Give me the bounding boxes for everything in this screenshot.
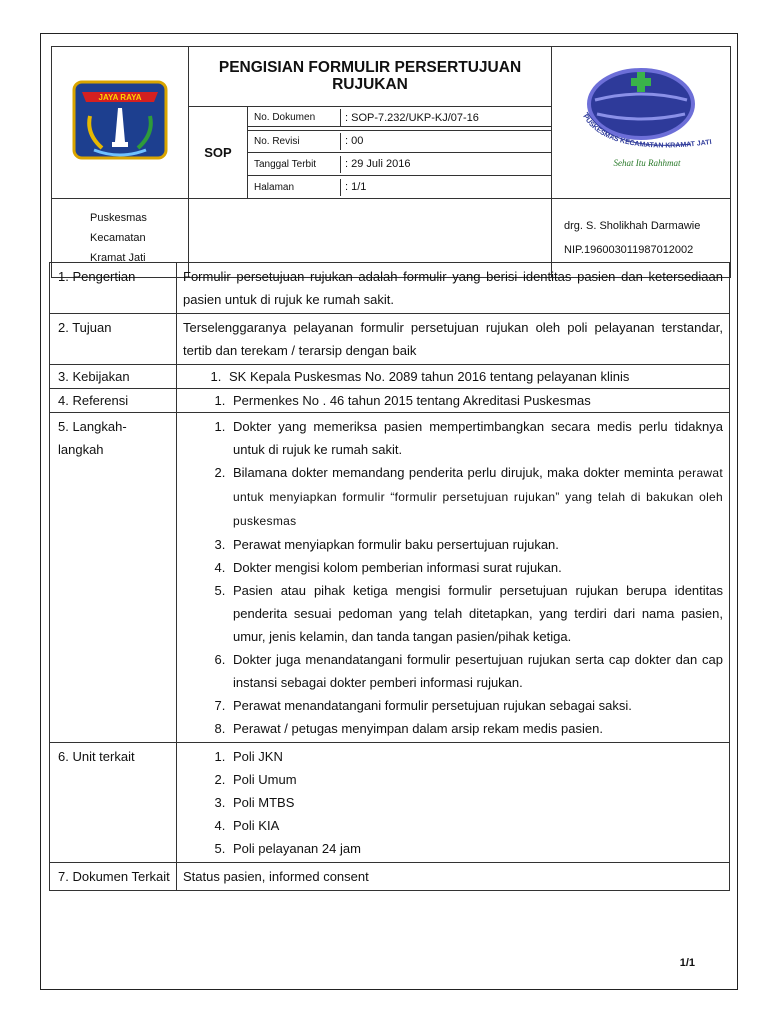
- sop-label: SOP: [189, 106, 248, 198]
- sop-content-table: [49, 262, 730, 891]
- puskesmas-globe-icon: [561, 66, 721, 174]
- list-item: 1. Poli JKN: [229, 745, 723, 768]
- page-number: 1/1: [679, 957, 695, 969]
- list-item: 2. Poli Umum: [229, 768, 723, 791]
- list-item: [229, 461, 723, 533]
- meta-label-tanggal-terbit: Tanggal Terbit: [248, 156, 341, 173]
- label-kebijakan: 3. Kebijakan: [50, 365, 177, 389]
- head-name: drg. S. Sholikhah Darmawie: [564, 220, 701, 232]
- list-item: 6. Dokter juga menandatangani formulir pesertujuan rujukan serta cap dokter dan cap instansi sebagai dokter pemberi informasi rujukan.: [229, 648, 723, 694]
- list-item: 3. Perawat menyiapkan formulir baku persertujuan rujukan.: [229, 533, 723, 556]
- list-item: 5. Pasien atau pihak ketiga mengisi formulir persetujuan rujukan berupa identitas penderita sesuai pedoman yang telah ditetapkan, yang terdiri dari nama pasien, umur, jenis kelamin, dan tanda tangan pasien/pihak ketiga.: [229, 579, 723, 648]
- list-referensi: [177, 389, 730, 413]
- header-table: [51, 46, 731, 278]
- institution-line: Puskesmas: [90, 212, 147, 224]
- label-langkah-text: 5. Langkah- langkah: [58, 419, 127, 457]
- list-item: 8. Perawat / petugas menyimpan dalam arsip rekam medis pasien.: [229, 717, 723, 740]
- meta-label-halaman: Halaman: [248, 179, 341, 196]
- list-langkah: [177, 413, 730, 743]
- list-item: 1. Dokter yang memeriksa pasien mempertimbangkan secara medis perlu tidaknya untuk di rujuk ke rumah sakit.: [229, 415, 723, 461]
- list-item: 5. Poli pelayanan 24 jam: [229, 837, 723, 860]
- label-langkah: [50, 413, 177, 743]
- label-tujuan: 2. Tujuan: [50, 314, 177, 365]
- label-referensi: 4. Referensi: [50, 389, 177, 413]
- step-2-text: Bilamana dokter memandang penderita perlu dirujuk, maka dokter meminta: [233, 465, 674, 480]
- label-dokumen-terkait: 7. Dokumen Terkait: [50, 863, 177, 891]
- text-pengertian: Formulir persetujuan rujukan adalah formulir yang berisi identitas pasien dan ketersediaan pasien untuk di rujuk ke rumah sakit.: [177, 263, 730, 314]
- jaya-raya-logo: [52, 47, 189, 199]
- row-dokumen-terkait: [50, 863, 730, 891]
- meta-value-no-revisi: : 00: [345, 135, 364, 148]
- dki-crest-icon: [68, 76, 172, 164]
- institution-line: Kecamatan: [90, 232, 146, 244]
- meta-row-tanggal: [248, 153, 552, 176]
- list-item: 3. Poli MTBS: [229, 791, 723, 814]
- meta-row-halaman: [248, 176, 552, 199]
- list-item: 1. Permenkes No . 46 tahun 2015 tentang Akreditasi Puskesmas: [229, 389, 723, 412]
- step-2-text-small: perawat untuk menyiapkan formulir “formulir persetujuan rujukan” yang telah di bakukan oleh puskesmas: [233, 466, 724, 528]
- logo-motto-text: JAYA RAYA: [98, 93, 142, 102]
- logo-motto: Sehat Itu Rahhmat: [613, 158, 681, 168]
- row-tujuan: [50, 314, 730, 365]
- meta-label-no-revisi: No. Revisi: [248, 133, 341, 150]
- list-item: 4. Poli KIA: [229, 814, 723, 837]
- list-unit-terkait: [177, 743, 730, 863]
- meta-row-revisi: [248, 130, 552, 153]
- text-tujuan: Terselenggaranya pelayanan formulir persetujuan rujukan oleh poli pelayanan terstandar, tertib dan terekam / terarsip dengan baik: [177, 314, 730, 365]
- row-langkah: [50, 413, 730, 743]
- label-unit-terkait: 6. Unit terkait: [50, 743, 177, 863]
- head-nip: NIP.196003011987012002: [564, 244, 694, 256]
- text-dokumen-terkait: Status pasien, informed consent: [177, 863, 730, 891]
- meta-value-halaman: : 1/1: [345, 181, 367, 194]
- institution-line: Kramat Jati: [90, 252, 146, 264]
- meta-value-no-dokumen: : SOP-7.232/UKP-KJ/07-16: [341, 109, 552, 127]
- label-pengertian: 1. Pengertian: [50, 263, 177, 314]
- document-title: PENGISIAN FORMULIR PERSERTUJUAN RUJUKAN: [189, 47, 552, 107]
- list-item: 1. SK Kepala Puskesmas No. 2089 tahun 2016 tentang pelayanan klinis: [225, 365, 723, 388]
- puskesmas-logo: [552, 47, 731, 199]
- meta-value-tanggal-terbit: : 29 Juli 2016: [345, 158, 411, 171]
- row-pengertian: [50, 263, 730, 314]
- list-kebijakan: [177, 365, 730, 389]
- row-kebijakan: [50, 365, 730, 389]
- row-referensi: [50, 389, 730, 413]
- list-item: 4. Dokter mengisi kolom pemberian informasi surat rujukan.: [229, 556, 723, 579]
- logo-ring-text: PUSKESMAS KECAMATAN KRAMAT JATI: [581, 113, 713, 150]
- list-item: 7. Perawat menandatangani formulir persetujuan rujukan sebagai saksi.: [229, 694, 723, 717]
- document-page: [40, 33, 738, 990]
- row-unit-terkait: [50, 743, 730, 863]
- meta-block: [248, 106, 552, 130]
- meta-label-no-dokumen: No. Dokumen: [248, 109, 341, 127]
